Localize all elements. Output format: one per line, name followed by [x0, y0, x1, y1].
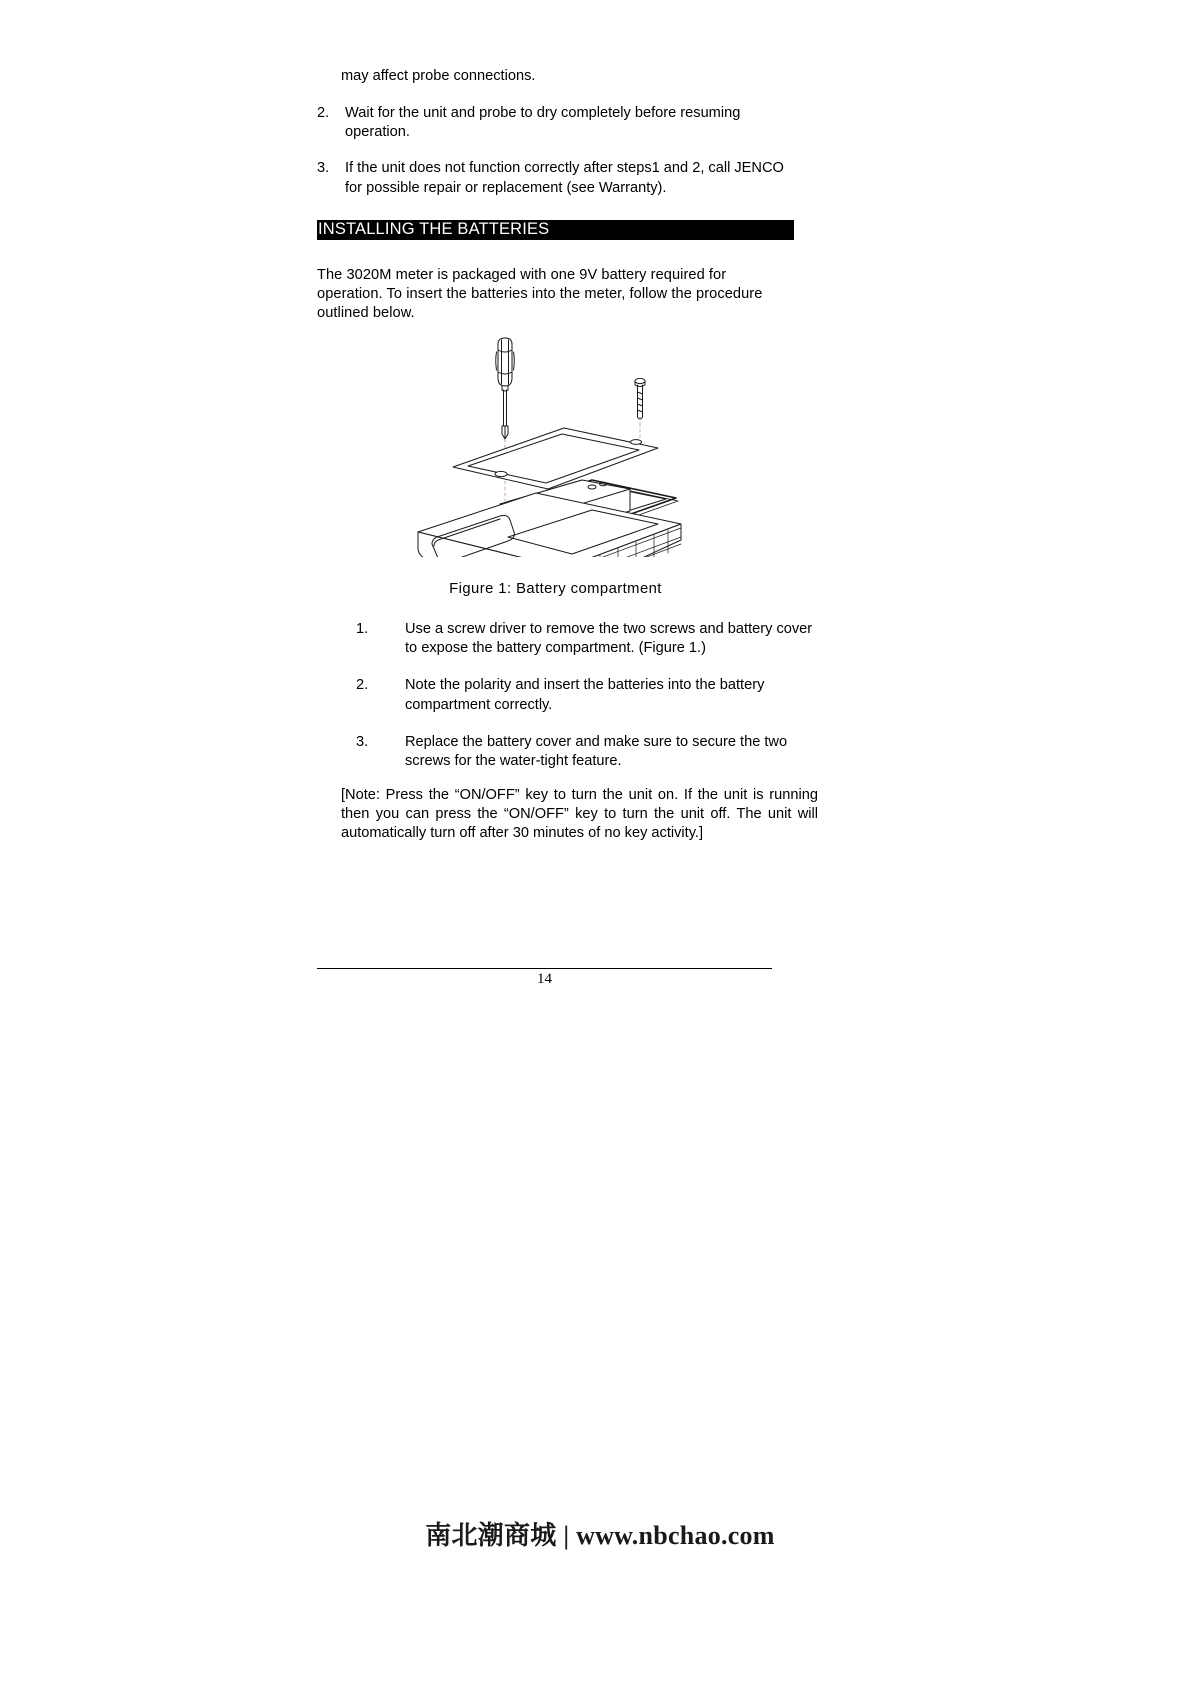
battery-compartment-drawing: [396, 332, 716, 557]
list-item-text: Use a screw driver to remove the two screws and battery cover to expose the battery compartment. (Figure 1.): [405, 621, 813, 657]
footer-divider: [317, 968, 772, 969]
list-item-number: 1.: [356, 621, 369, 637]
section-heading-bar: [317, 220, 794, 240]
list-item: [342, 733, 822, 771]
section-heading-text: INSTALLING THE BATTERIES: [318, 220, 550, 238]
intro-paragraph: The 3020M meter is packaged with one 9V battery required for operation. To insert the batteries into the meter, follow the procedure outlined below.: [317, 267, 763, 322]
list-item-text: Note the polarity and insert the batteries into the battery compartment correctly.: [405, 677, 765, 713]
list-item-text: Wait for the unit and probe to dry completely before resuming operation.: [345, 105, 741, 141]
list-item-text: Replace the battery cover and make sure to secure the two screws for the water-tight feature.: [405, 733, 788, 770]
list-item-text: If the unit does not function correctly after steps1 and 2, call JENCO for possible repair or replacement (see Warranty).: [345, 160, 784, 196]
list-item-number: 2.: [317, 105, 330, 121]
screw-icon: [635, 378, 645, 419]
list-item: [342, 676, 822, 714]
continued-paragraph: may affect probe connections.: [341, 68, 536, 84]
list-item-number: 3.: [317, 160, 330, 177]
screwdriver-icon: [495, 338, 514, 439]
figure-illustration: [317, 332, 794, 557]
note-paragraph: [Note: Press the “ON/OFF” key to turn the unit on. If the unit is running then you can press the “ON/OFF” key to turn the unit off. The unit will automatically turn off after 30 minutes of no key activity.]: [341, 787, 818, 842]
watermark-text: 南北潮商城 | www.nbchao.com: [425, 1521, 775, 1550]
page-number: 14: [537, 971, 552, 987]
list-item: [342, 620, 822, 658]
battery-cover-plate: [453, 428, 658, 489]
bottom-numbered-list: [342, 620, 822, 789]
list-item: [317, 104, 794, 142]
figure-caption: Figure 1: Battery compartment: [449, 581, 662, 597]
top-numbered-list: [317, 104, 794, 215]
list-item: [317, 159, 794, 197]
list-item-number: 2.: [356, 677, 369, 694]
list-item-number: 3.: [356, 733, 369, 750]
